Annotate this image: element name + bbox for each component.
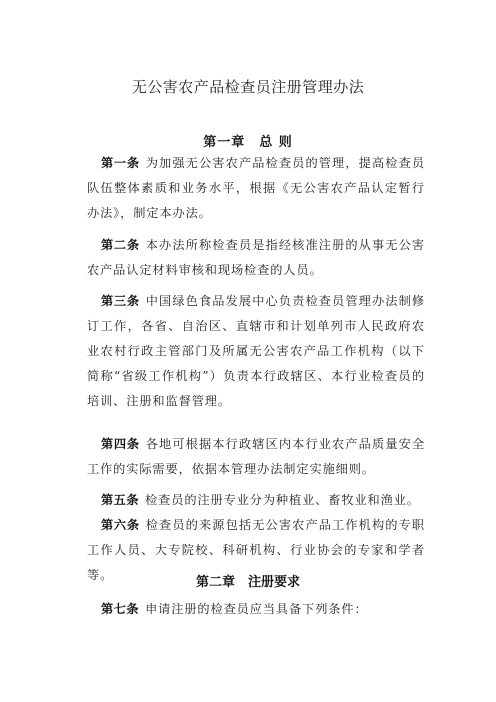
article-1 <box>87 151 425 226</box>
article-5 <box>87 488 425 513</box>
article-text: 检查员的注册专业分为种植业、畜牧业和渔业。 <box>145 493 420 507</box>
article-text: 本办法所称检查员是指经核准注册的从事无公害农产品认定材料审核和现场检查的人员。 <box>87 238 426 277</box>
article-number: 第五条 <box>101 493 140 507</box>
article-number: 第二条 <box>101 238 140 252</box>
chapter-heading-1: 第一章 总 则 <box>203 135 293 150</box>
article-7 <box>87 597 425 622</box>
article-text: 为加强无公害农产品检查员的管理，提高检查员队伍整体素质和业务水平，根据《无公害农产品认定暂行办法》，制定本办法。 <box>87 156 426 220</box>
article-text: 申请注册的检查员应当具备下列条件： <box>145 602 368 616</box>
article-number: 第四条 <box>101 437 140 451</box>
article-text: 中国绿色食品发展中心负责检查员管理办法制修订工作，各省、自治区、直辖市和计划单列市人民政府农业农村行政主管部门及所属无公害农产品工作机构（以下简称“省级工作机构”）负责本行政辖区、本行业检查员的培训、注册和监督管理。 <box>87 294 426 408</box>
article-text: 检查员的来源包括无公害农产品工作机构的专职工作人员、大专院校、科研机构、行业协会的专家和学者等。 <box>87 518 426 582</box>
document-title: 无公害农产品检查员注册管理办法 <box>131 78 365 96</box>
article-3 <box>87 289 425 414</box>
article-number: 第七条 <box>101 602 140 616</box>
article-4 <box>87 432 425 482</box>
article-number: 第一条 <box>101 156 140 170</box>
article-number: 第三条 <box>101 294 140 308</box>
chapter-heading-2: 第二章 注册要求 <box>195 575 300 590</box>
article-2 <box>87 233 425 283</box>
article-number: 第六条 <box>101 518 140 532</box>
article-text: 各地可根据本行政辖区内本行业农产品质量安全工作的实际需要，依据本管理办法制定实施细则。 <box>87 437 426 476</box>
